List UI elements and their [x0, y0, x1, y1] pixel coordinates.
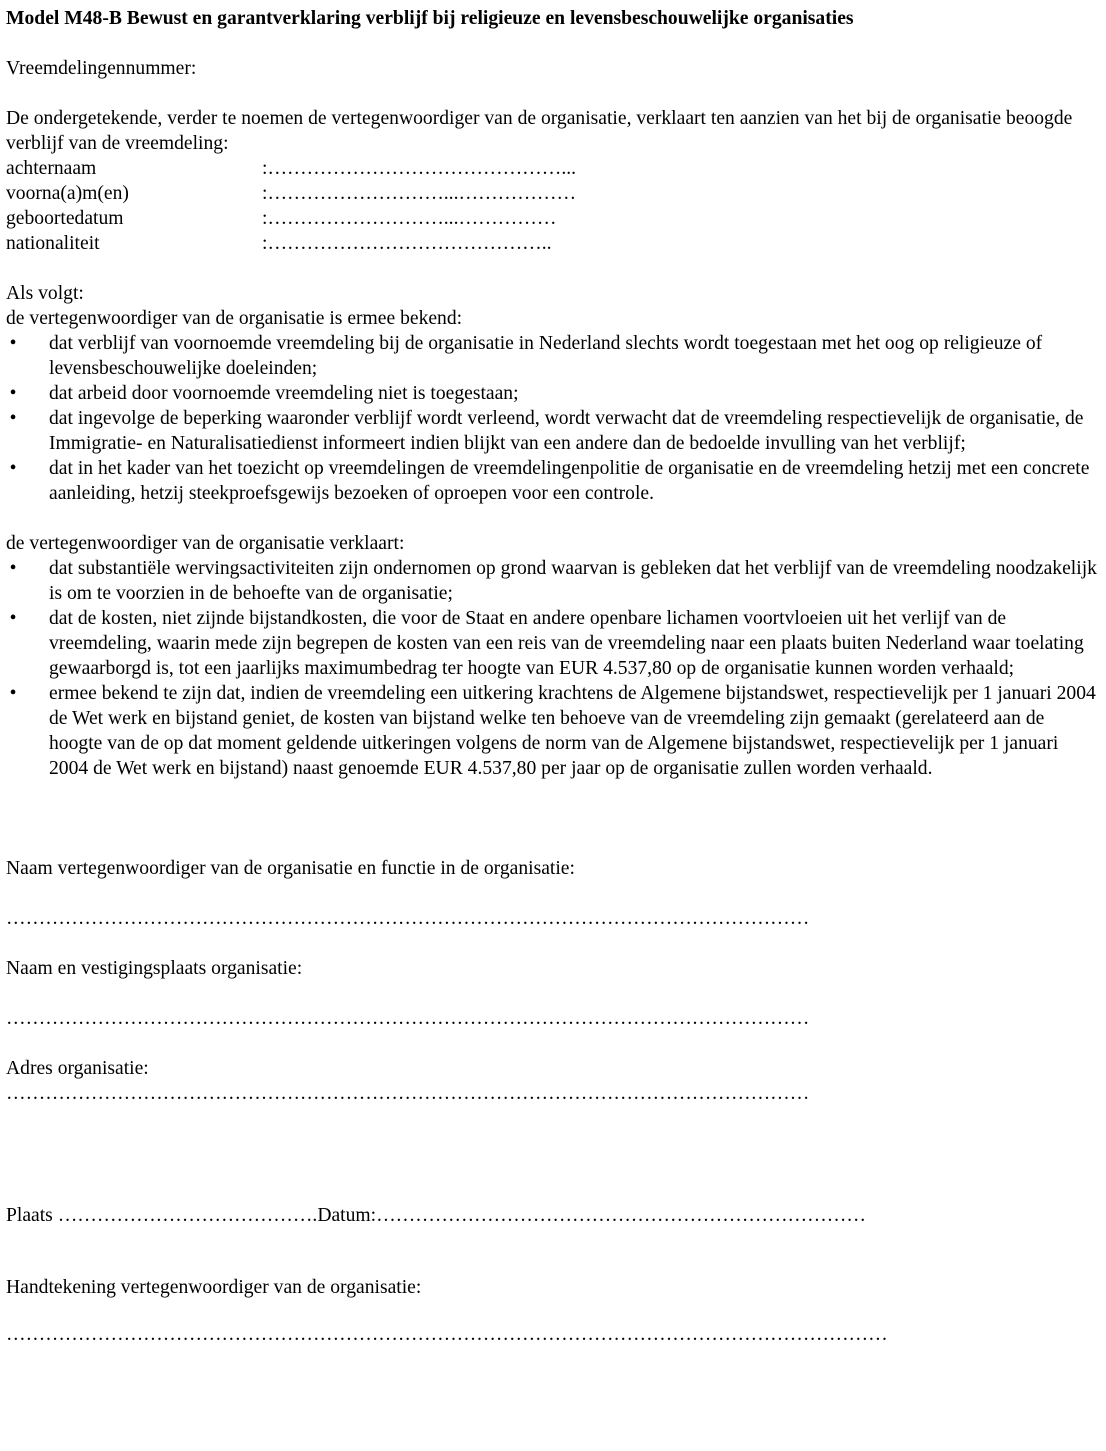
personal-fields: [6, 156, 1100, 256]
field-fill-line[interactable]: :………………………...……………: [262, 208, 557, 229]
field-fill-line[interactable]: :……………………………………..: [262, 233, 552, 254]
field-fill-line[interactable]: :………………………...………………: [262, 183, 577, 204]
field-geboortedatum: [6, 206, 1100, 231]
field-fill-line[interactable]: :………………………………………...: [262, 158, 577, 179]
verklaart-list: [6, 556, 1100, 781]
list-item-text: dat arbeid door voornoemde vreemdeling niet is toegestaan;: [49, 383, 519, 404]
handtekening-fill-line[interactable]: ………………………………………………………………………………………………………………………: [6, 1324, 888, 1345]
list-item-text: dat verblijf van voornoemde vreemdeling bij de organisatie in Nederland slechts wordt toegestaan met het oog op religieuze of levensbeschouwelijke doeleinden;: [49, 333, 1043, 379]
bullet-icon: •: [9, 558, 17, 579]
naam-vertegenwoordiger-fill-line[interactable]: ……………………………………………………………………………………………………………: [6, 908, 810, 929]
list-item-text: dat ingevolge de beperking waaronder verblijf wordt verleend, wordt verwacht dat de vreemdeling respectievelijk de organisatie, de Immigratie- en Naturalisatiedienst informeert indien blijkt van een andere dan de bedoelde invulling van het verblijf;: [49, 408, 1084, 454]
bullet-icon: •: [9, 458, 17, 479]
list-item: [6, 331, 1100, 381]
list-item-text: ermee bekend te zijn dat, indien de vreemdeling een uitkering krachtens de Algemene bijstandswet, respectievelijk per 1 januari 2004 de Wet werk en bijstand geniet, de kosten van bijstand welke ten behoeve van de vreemdeling zijn gemaakt (gerelateerd aan de hoogte van de op dat moment geldende uitkeringen volgens de norm van de Algemene bijstandswet, respectievelijk per 1 januari 2004 de Wet werk en bijstand) naast genoemde EUR 4.537,80 per jaar op de organisatie zullen worden verhaald.: [49, 683, 1096, 779]
field-label: achternaam: [6, 158, 97, 179]
list-item-text: dat substantiële wervingsactiviteiten zijn ondernomen op grond waarvan is gebleken dat het verblijf van de vreemdeling noodzakelijk is om te voorzien in de behoefte van de organisatie;: [49, 558, 1097, 604]
handtekening-label: Handtekening vertegenwoordiger van de organisatie:: [6, 1277, 422, 1298]
bekend-heading: de vertegenwoordiger van de organisatie is ermee bekend:: [6, 308, 463, 329]
field-label: voorna(a)m(en): [6, 183, 129, 204]
bullet-icon: •: [9, 383, 17, 404]
field-label: geboortedatum: [6, 208, 124, 229]
verklaart-heading: de vertegenwoordiger van de organisatie verklaart:: [6, 533, 405, 554]
naam-vestiging-fill-line[interactable]: ……………………………………………………………………………………………………………: [6, 1008, 810, 1029]
list-item: [6, 556, 1100, 606]
list-item: [6, 406, 1100, 456]
field-achternaam: [6, 156, 1100, 181]
list-item-text: dat in het kader van het toezicht op vreemdelingen de vreemdelingenpolitie de organisatie en de vreemdeling hetzij met een concrete aanleiding, hetzij steekproefsgewijs bezoeken of oproepen voor een controle.: [49, 458, 1090, 504]
bullet-icon: •: [9, 333, 17, 354]
list-item: [6, 381, 1100, 406]
plaats-datum-line[interactable]: Plaats ………………………………….Datum:…………………………………………………………………: [6, 1205, 866, 1226]
intro-paragraph: De ondergetekende, verder te noemen de vertegenwoordiger van de organisatie, verklaart ten aanzien van het bij de organisatie beoogde verblijf van de vreemdeling:: [6, 108, 1073, 154]
adres-label: Adres organisatie:: [6, 1058, 149, 1079]
list-item: [6, 456, 1100, 506]
bullet-icon: •: [9, 608, 17, 629]
bullet-icon: •: [9, 408, 17, 429]
field-label: nationaliteit: [6, 233, 100, 254]
bekend-list: [6, 331, 1100, 506]
vreemdelingennummer-label: Vreemdelingennummer:: [6, 58, 197, 79]
naam-vestiging-label: Naam en vestigingsplaats organisatie:: [6, 958, 303, 979]
field-voornamen: [6, 181, 1100, 206]
document-title: Model M48-B Bewust en garantverklaring verblijf bij religieuze en levensbeschouwelijke organisaties: [6, 8, 854, 29]
list-item: [6, 606, 1100, 681]
list-item: [6, 681, 1100, 781]
list-item-text: dat de kosten, niet zijnde bijstandkosten, die voor de Staat en andere openbare lichamen voortvloeien uit het verlijf van de vreemdeling, waarin mede zijn begrepen de kosten van een reis van de vreemdeling naar een plaats buiten Nederland waar toelating gewaarborgd is, tot een jaarlijks maximumbedrag ter hoogte van EUR 4.537,80 op de organisatie kunnen worden verhaald;: [49, 608, 1084, 679]
adres-fill-line[interactable]: ……………………………………………………………………………………………………………: [6, 1083, 810, 1104]
naam-vertegenwoordiger-label: Naam vertegenwoordiger van de organisatie en functie in de organisatie:: [6, 858, 575, 879]
als-volgt-label: Als volgt:: [6, 283, 84, 304]
field-nationaliteit: [6, 231, 1100, 256]
bullet-icon: •: [9, 683, 17, 704]
